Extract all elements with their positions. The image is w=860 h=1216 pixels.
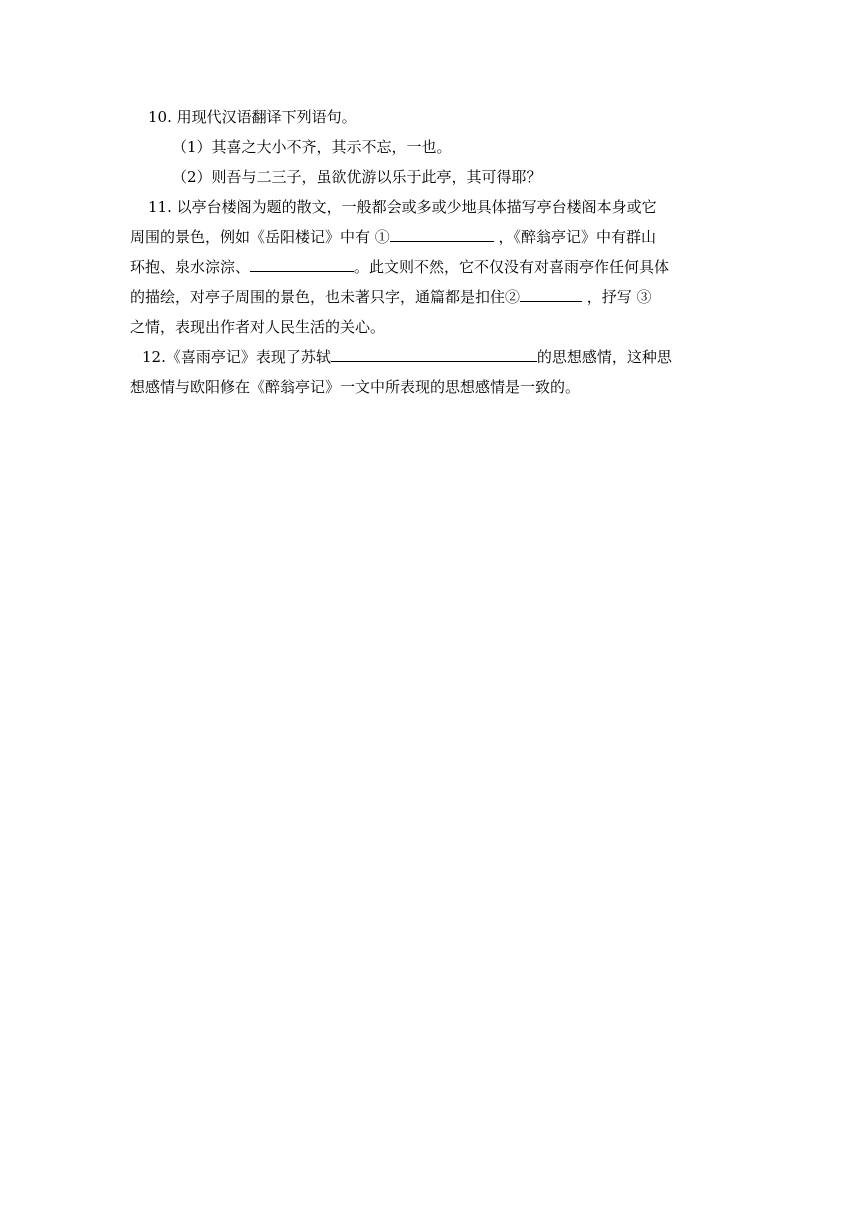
question-11-line-4: [130, 282, 730, 312]
question-11-text: 环抱、泉水淙淙、: [130, 258, 251, 276]
question-11-line-2: [130, 222, 730, 252]
question-block: [130, 102, 730, 402]
question-11-text: ，《醉翁亭记》中有群山: [493, 228, 657, 246]
question-10-stem: 10. 用现代汉语翻译下列语句。: [148, 108, 357, 126]
question-11-text: 周围的景色，例如《岳阳楼记》中有 ①: [130, 228, 390, 246]
answer-blank-4[interactable]: [331, 343, 537, 362]
question-10-item-1: （1）其喜之大小不齐，其示不忘，一也。: [172, 138, 452, 156]
question-12-line-1: [130, 342, 730, 372]
question-11-text: ，抒写 ③: [582, 288, 652, 306]
question-11-line-1: 11. 以亭台楼阁为题的散文，一般都会或多或少地具体描写亭台楼阁本身或它: [148, 198, 657, 216]
answer-blank-3[interactable]: [520, 283, 582, 302]
question-12-line-2: 想感情与欧阳修在《醉翁亭记》一文中所表现的思想感情是一致的。: [130, 378, 581, 396]
question-10-item-2: （2）则吾与二三子，虽欲优游以乐于此亭，其可得耶？: [172, 168, 542, 186]
question-11-line-5: 之情，表现出作者对人民生活的关心。: [130, 318, 386, 336]
question-12-text: 12.《喜雨亭记》表现了苏轼: [142, 348, 331, 366]
question-11-text: 。此文则不然，它不仅没有对喜雨亭作任何具体: [354, 258, 670, 276]
answer-blank-1[interactable]: [390, 223, 494, 242]
answer-blank-2[interactable]: [250, 253, 354, 272]
question-11-text: 的描绘，对亭子周围的景色，也未著只字，通篇都是扣住②: [130, 288, 521, 306]
question-12-text: 的思想感情，这种思: [536, 348, 672, 366]
question-11-line-3: [130, 252, 730, 282]
